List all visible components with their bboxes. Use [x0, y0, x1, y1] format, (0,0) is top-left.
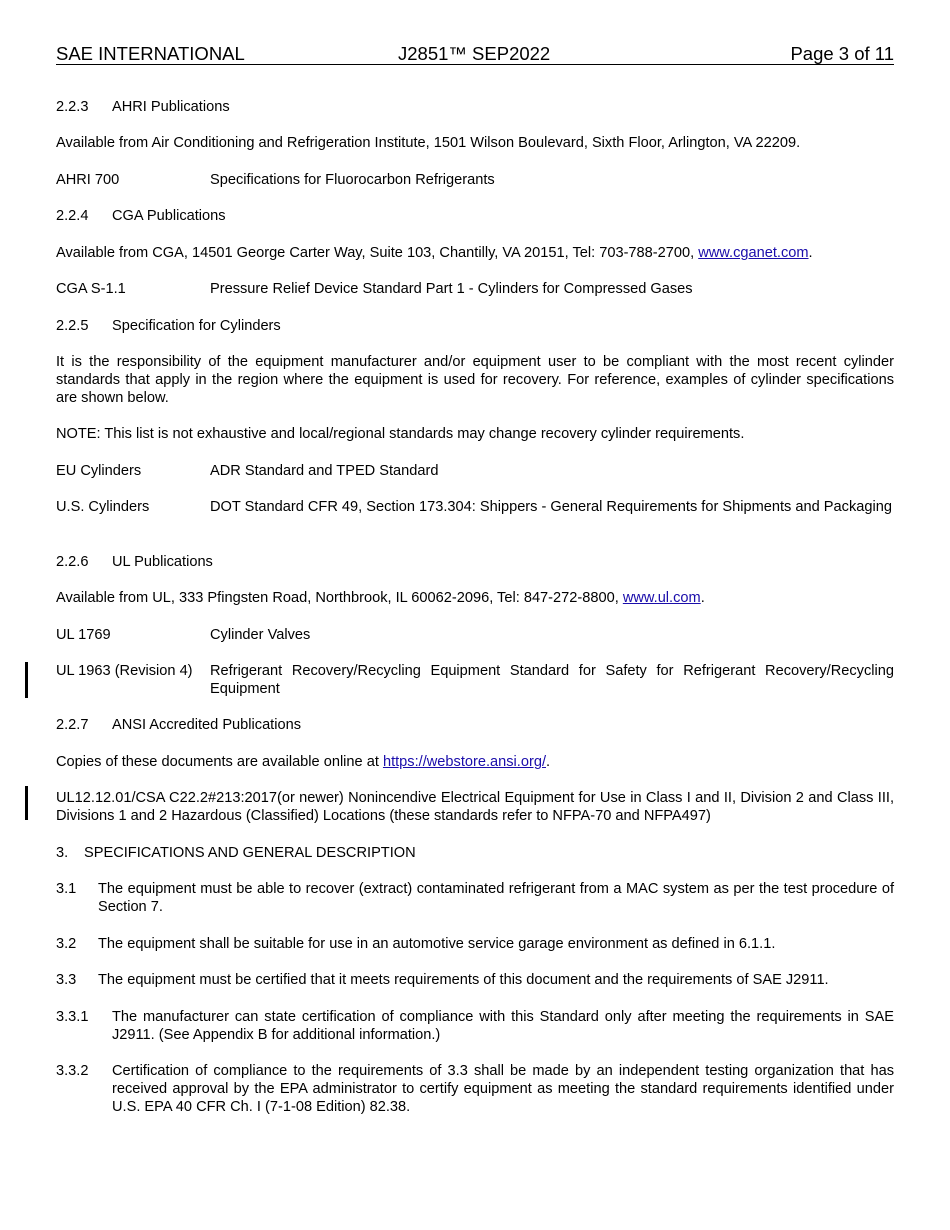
page-header — [56, 44, 894, 65]
ul-availability — [56, 589, 894, 607]
cylinder-note: NOTE: This list is not exhaustive and local/regional standards may change recovery cylinder requirements. — [56, 426, 745, 442]
clause-number: 3.3.2 — [56, 1063, 89, 1079]
section-heading-2-2-3 — [56, 98, 894, 116]
reference-ahri-700 — [56, 171, 894, 189]
revision-change-bar — [25, 786, 28, 820]
clause-text: The equipment shall be suitable for use in an automotive service garage environment as defined in 6.1.1. — [98, 936, 776, 952]
section-heading-2-2-6 — [56, 553, 894, 571]
section-number: 2.2.7 — [56, 717, 89, 733]
section-number: 2.2.3 — [56, 99, 89, 115]
section-title: Specification for Cylinders — [112, 318, 281, 334]
clause-text: The equipment must be able to recover (extract) contaminated refrigerant from a MAC system as per the test procedure of Section 7. — [98, 881, 894, 915]
section-title: UL Publications — [112, 554, 213, 570]
section-number: 3. — [56, 845, 69, 861]
reference-term: UL 1963 (Revision 4) — [56, 663, 193, 679]
clause-text: Certification of compliance to the requirements of 3.3 shall be made by an independent testing organization that has received approval by the EPA administrator to certify equipment as meeting the standard requirements identified under U.S. EPA 40 CFR Ch. I (7-1-08 Edition) 82.38. — [112, 1063, 894, 1115]
clause-text: The manufacturer can state certification of compliance with this Standard only after meeting the requirements in SAE J2911. (See Appendix B for additional information.) — [112, 1009, 894, 1043]
ansi-webstore-link[interactable]: https://webstore.ansi.org/ — [382, 754, 546, 770]
clause-3-3 — [56, 971, 894, 989]
clause-3-3-1 — [56, 1008, 894, 1044]
reference-definition: Refrigerant Recovery/Recycling Equipment Standard for Safety for Refrigerant Recovery/Recycling Equipment — [210, 663, 894, 697]
ul-website-link[interactable]: www.ul.com — [622, 590, 701, 606]
clause-text: The equipment must be certified that it meets requirements of this document and the requirements of SAE J2911. — [98, 972, 829, 988]
reference-definition: Pressure Relief Device Standard Part 1 - Cylinders for Compressed Gases — [210, 281, 693, 297]
section-title: CGA Publications — [112, 208, 226, 224]
section-title: AHRI Publications — [112, 99, 230, 115]
reference-definition: ADR Standard and TPED Standard — [210, 463, 439, 479]
reference-term: CGA S-1.1 — [56, 281, 126, 297]
cga-website-link[interactable]: www.cganet.com — [698, 245, 809, 261]
clause-3-1 — [56, 880, 894, 916]
clause-number: 3.3 — [56, 972, 77, 988]
header-org: SAE INTERNATIONAL — [56, 43, 245, 64]
clause-3-3-2 — [56, 1062, 894, 1116]
header-page-number: Page 3 of 11 — [790, 43, 894, 64]
reference-us-cylinders — [56, 498, 894, 534]
reference-ul12-12-01: UL12.12.01/CSA C22.2#213:2017(or newer) Nonincendive Electrical Equipment for Use in Class I and II, Division 2 and Class III, Divisions 1 and 2 Hazardous (Classified) Locations (these standards refer to NFPA-70 and NFPA497) — [56, 790, 894, 824]
availability-period: . — [808, 245, 813, 261]
section-heading-2-2-7 — [56, 716, 894, 734]
clause-number: 3.2 — [56, 936, 77, 952]
reference-definition: DOT Standard CFR 49, Section 173.304: Shippers - General Requirements for Shipments and Packaging — [210, 499, 892, 515]
header-doc-id: J2851™ SEP2022 — [398, 43, 551, 64]
reference-definition: Cylinder Valves — [210, 627, 311, 643]
cylinder-responsibility-paragraph: It is the responsibility of the equipment manufacturer and/or equipment user to be compliant with the most recent cylinder standards that apply in the region where the equipment is used for recovery. For reference, examples of cylinder specifications are shown below. — [56, 354, 894, 406]
cga-availability — [56, 244, 894, 262]
clause-number: 3.1 — [56, 881, 77, 897]
availability-text: Available from UL, 333 Pfingsten Road, Northbrook, IL 60062-2096, Tel: 847-272-8800, — [56, 590, 623, 606]
reference-ul-1769 — [56, 626, 894, 644]
clause-number: 3.3.1 — [56, 1009, 89, 1025]
availability-period: . — [700, 590, 705, 606]
reference-term: AHRI 700 — [56, 172, 120, 188]
section-title: ANSI Accredited Publications — [112, 717, 302, 733]
ansi-availability — [56, 753, 894, 771]
section-number: 2.2.6 — [56, 554, 89, 570]
availability-period: . — [546, 754, 551, 770]
ahri-availability: Available from Air Conditioning and Refrigeration Institute, 1501 Wilson Boulevard, Sixth Floor, Arlington, VA 22209. — [56, 135, 801, 151]
section-number: 2.2.4 — [56, 208, 89, 224]
reference-term: U.S. Cylinders — [56, 499, 150, 515]
section-heading-2-2-5 — [56, 317, 894, 335]
revision-change-bar — [25, 662, 28, 698]
reference-ul-1963 — [56, 662, 894, 698]
availability-text: Copies of these documents are available online at — [56, 754, 383, 770]
clause-3-2 — [56, 935, 894, 953]
section-heading-2-2-4 — [56, 207, 894, 225]
reference-cga-s-1-1 — [56, 280, 894, 298]
section-number: 2.2.5 — [56, 318, 89, 334]
reference-definition: Specifications for Fluorocarbon Refrigerants — [210, 172, 495, 188]
section-title: SPECIFICATIONS AND GENERAL DESCRIPTION — [84, 845, 416, 861]
reference-term: UL 1769 — [56, 627, 111, 643]
section-heading-3 — [56, 844, 894, 862]
reference-term: EU Cylinders — [56, 463, 142, 479]
reference-eu-cylinders — [56, 462, 894, 480]
availability-text: Available from CGA, 14501 George Carter Way, Suite 103, Chantilly, VA 20151, Tel: 703-788-2700, — [56, 245, 699, 261]
